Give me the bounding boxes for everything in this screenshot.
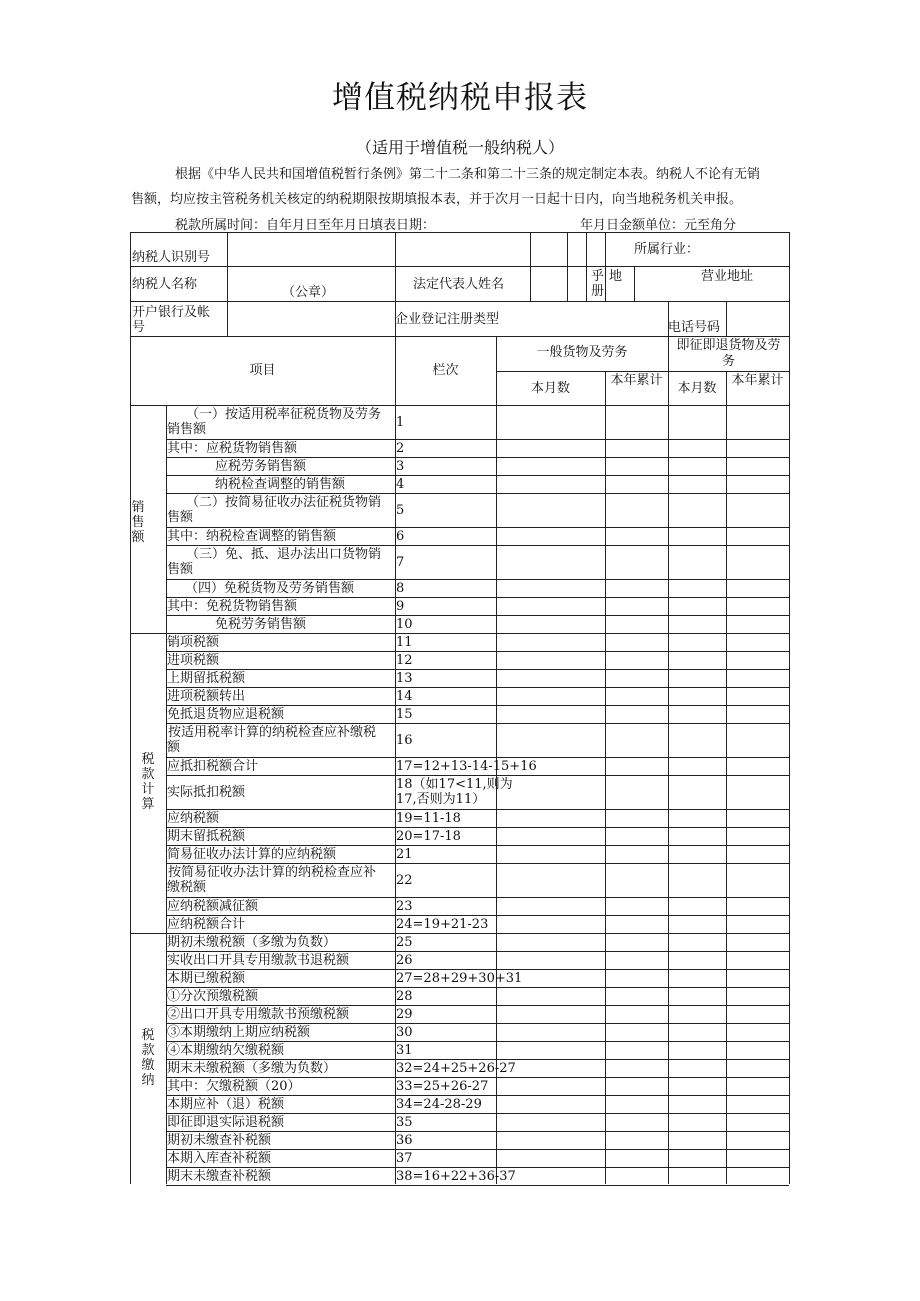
address-label-a: 地 <box>609 269 623 284</box>
row-column-no: 32=24+25+26-27 <box>396 1060 516 1076</box>
row-column-no: 9 <box>396 598 405 614</box>
row-column-no: 36 <box>396 1132 413 1148</box>
row-divider <box>166 987 789 988</box>
row-item: 期末留抵税额 <box>167 828 246 844</box>
year-total-header: 本年累计 <box>610 373 663 388</box>
row-divider <box>166 545 789 546</box>
row-column-no: 31 <box>396 1042 413 1058</box>
row-item: 应抵扣税额合计 <box>167 758 259 774</box>
row-column-no: 30 <box>396 1024 413 1040</box>
row-item: （一）按适用税率征税货物及劳务 <box>186 407 382 422</box>
row-column-no: 17=12+13-14-15+16 <box>396 758 537 774</box>
row-item: 按简易征收办法计算的纳税检查应补 <box>168 865 377 880</box>
seal-label: （公章） <box>282 285 335 300</box>
this-month-header-2: 本月数 <box>677 381 717 396</box>
row-item: 本期应补（退）税额 <box>167 1096 285 1112</box>
row-item: 本期入库查补税额 <box>167 1150 272 1166</box>
row-divider <box>166 687 789 688</box>
row-column-no: 8 <box>396 580 405 596</box>
legal-rep-label: 法定代表人姓名 <box>413 277 505 292</box>
refund-goods-header-a: 即征即退货物及劳 <box>676 338 781 353</box>
row-column-no: 12 <box>396 652 413 668</box>
row-column-no: 28 <box>396 988 413 1004</box>
row-column-no: 16 <box>396 732 413 748</box>
register-label-a: 乎 <box>591 269 605 284</box>
row-divider <box>166 651 789 652</box>
row-column-no: 23 <box>396 898 413 914</box>
row-item-continued: 售额 <box>167 510 194 525</box>
row-item: 其中：纳税检查调整的销售额 <box>167 528 337 544</box>
row-column-no: 1 <box>396 414 405 430</box>
row-item: （二）按简易征收办法征税货物销 <box>186 495 382 510</box>
row-divider <box>166 669 789 670</box>
row-column-no: 34=24-28-29 <box>396 1096 482 1112</box>
bank-account-label-b: 号 <box>132 320 146 335</box>
row-item: 免税劳务销售额 <box>215 616 307 632</box>
industry-label: 所属行业： <box>634 242 700 257</box>
row-column-no: 7 <box>396 554 405 570</box>
taxpayer-name-label: 纳税人名称 <box>132 277 198 292</box>
row-column-no: 6 <box>396 528 405 544</box>
row-divider <box>166 809 789 810</box>
register-label-b: 册 <box>591 284 605 299</box>
row-item: 其中：免税货物销售额 <box>167 598 298 614</box>
row-divider <box>166 897 789 898</box>
row-item: 销项税额 <box>167 634 220 650</box>
row-column-no: 5 <box>396 502 405 518</box>
row-column-no: 19=11-18 <box>396 810 461 826</box>
row-item: 即征即退实际退税额 <box>167 1114 285 1130</box>
row-column-no: 14 <box>396 688 413 704</box>
row-item: 按适用税率计算的纳税检查应补缴税 <box>168 725 377 740</box>
intro-line-1: 根据《中华人民共和国增值税暂行条例》第二十二条和第二十三条的规定制定本表。纳税人不论有无销 <box>175 167 761 182</box>
business-address-label: 营业地址 <box>701 269 754 284</box>
row-column-no: 11 <box>396 634 413 650</box>
section-tax-payment: 税款缴纳 <box>141 1028 155 1088</box>
section-sales: 销售额 <box>131 500 145 545</box>
row-column-no: 27=28+29+30+31 <box>396 970 523 986</box>
row-column-no: 29 <box>396 1006 413 1022</box>
row-column-no: 24=19+21-23 <box>396 916 489 932</box>
row-item: 期末未缴税额（多缴为负数） <box>167 1060 337 1076</box>
row-column-no: 20=17-18 <box>396 828 461 844</box>
row-column-no: 2 <box>396 440 405 456</box>
row-divider <box>166 493 789 494</box>
row-divider <box>166 775 789 776</box>
row-divider <box>166 827 789 828</box>
row-column-no: 38=16+22+36-37 <box>396 1168 516 1184</box>
row-item: 应纳税额合计 <box>167 916 246 932</box>
row-item: 上期留抵税额 <box>167 670 246 686</box>
row-item-continued: 售额 <box>167 562 194 577</box>
row-item: 其中：欠缴税额（20） <box>167 1078 301 1094</box>
row-item: 应纳税额减征额 <box>167 898 259 914</box>
row-item: ③本期缴纳上期应纳税额 <box>167 1024 311 1040</box>
row-column-no: 33=25+26-27 <box>396 1078 489 1094</box>
row-item: ①分次预缴税额 <box>167 988 259 1004</box>
row-column-no: 15 <box>396 706 413 722</box>
taxpayer-id-label: 纳税人识别号 <box>132 250 211 265</box>
this-month-header: 本月数 <box>530 381 570 396</box>
row-item: 进项税额 <box>167 652 220 668</box>
row-divider <box>166 863 789 864</box>
row-column-no: 26 <box>396 952 413 968</box>
phone-label: 电话号码 <box>668 320 721 335</box>
row-item: 其中：应税货物销售额 <box>167 440 298 456</box>
registration-type-label: 企业登记注册类型 <box>395 312 500 327</box>
row-divider <box>130 633 789 634</box>
refund-goods-header-b: 务 <box>721 354 735 369</box>
row-item-continued: 额 <box>167 740 181 755</box>
row-item-continued: 缴税额 <box>167 880 207 895</box>
row-item: 期初未缴查补税额 <box>167 1132 272 1148</box>
row-item: 实际抵扣税额 <box>167 784 246 800</box>
row-column-no: 21 <box>396 846 413 862</box>
row-item: 应纳税额 <box>167 810 220 826</box>
row-item: 纳税检查调整的销售额 <box>215 476 346 492</box>
tax-return-table <box>130 232 789 1184</box>
column-no-header: 栏次 <box>432 363 459 378</box>
row-item: ④本期缴纳欠缴税额 <box>167 1042 285 1058</box>
row-column-no: 37 <box>396 1150 413 1166</box>
form-title: 增值税纳税申报表 <box>332 80 588 116</box>
row-column-no: 35 <box>396 1114 413 1130</box>
row-column-no: 10 <box>396 616 413 632</box>
row-column-no: 3 <box>396 458 405 474</box>
general-goods-header: 一般货物及劳务 <box>536 345 628 360</box>
row-column-no: 18（如17<11,则为 <box>396 777 513 792</box>
row-item: （四）免税货物及劳务销售额 <box>185 580 355 596</box>
row-item: 本期已缴税额 <box>167 970 246 986</box>
row-column-no: 4 <box>396 476 405 492</box>
item-header: 项目 <box>249 363 276 378</box>
row-column-no: 13 <box>396 670 413 686</box>
bank-account-label-a: 开户银行及帐 <box>132 305 211 320</box>
row-item: （三）免、抵、退办法出口货物销 <box>186 547 382 562</box>
year-total-header-2: 本年累计 <box>731 373 784 388</box>
row-item-continued: 销售额 <box>167 422 207 437</box>
row-item: 应税劳务销售额 <box>215 458 307 474</box>
section-tax-calc: 税款计算 <box>141 752 155 812</box>
amount-unit: 年月日金额单位：元至角分 <box>580 218 737 233</box>
row-column-no: 25 <box>396 934 413 950</box>
row-divider <box>166 1185 789 1186</box>
intro-line-2: 售额，均应按主管税务机关核定的纳税期限按期填报本表，并于次月一日起十日内，向当地税务机关申报。 <box>131 192 743 207</box>
form-subtitle: （适用于增值税一般纳税人） <box>355 138 564 157</box>
tax-period: 税款所属时间：自年月日至年月日填表日期： <box>175 218 436 233</box>
row-item: 期末未缴查补税额 <box>167 1168 272 1184</box>
row-divider <box>166 723 789 724</box>
row-column-no: 22 <box>396 872 413 888</box>
row-item: 期初未缴税额（多缴为负数） <box>167 934 337 950</box>
row-column-no-continued: 17,否则为11） <box>396 792 486 807</box>
row-item: 免抵退货物应退税额 <box>167 706 285 722</box>
row-item: ②出口开具专用缴款书预缴税额 <box>167 1006 350 1022</box>
row-item: 实收出口开具专用缴款书退税额 <box>167 952 350 968</box>
row-item: 简易征收办法计算的应纳税额 <box>167 846 337 862</box>
row-item: 进项税额转出 <box>167 688 246 704</box>
